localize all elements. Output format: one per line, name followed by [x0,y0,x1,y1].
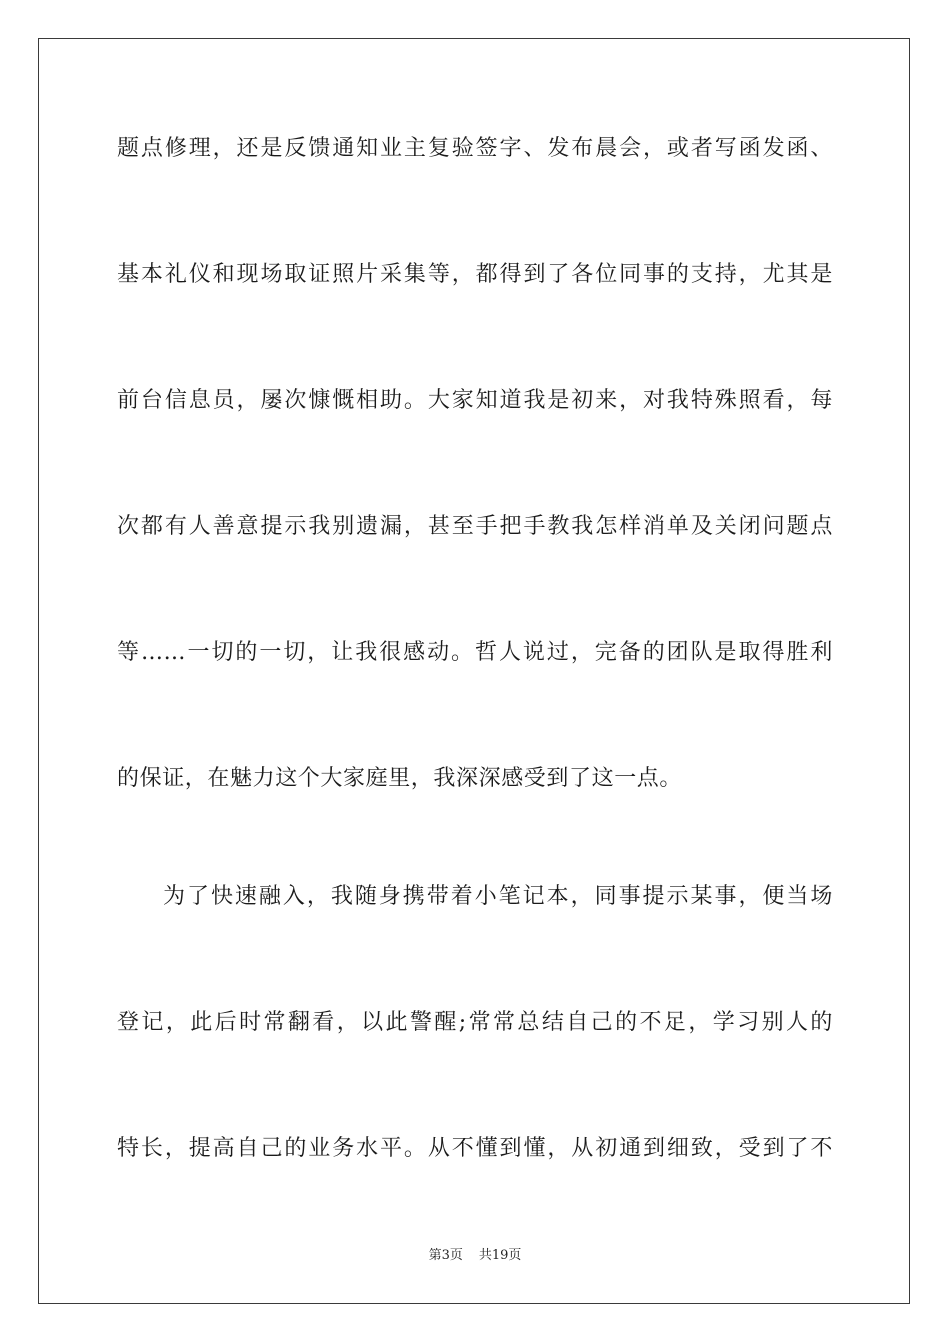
body-line-5: 等……一切的一切，让我很感动。哲人说过，完备的团队是取得胜利 [117,640,833,665]
body-line-3: 前台信息员，屡次慷慨相助。大家知道我是初来，对我特殊照看，每 [117,388,833,413]
body-line-1: 题点修理，还是反馈通知业主复验签字、发布晨会，或者写函发函、 [117,136,833,161]
body-line-2: 基本礼仪和现场取证照片采集等，都得到了各位同事的支持，尤其是 [117,262,833,287]
body-line-6: 的保证，在魅力这个大家庭里，我深深感受到了这一点。 [117,766,683,791]
body-line-4: 次都有人善意提示我别遗漏，甚至手把手教我怎样消单及关闭问题点 [117,514,833,539]
page-total: 共19页 [478,1248,522,1263]
body-line-8: 登记，此后时常翻看，以此警醒;常常总结自己的不足，学习别人的 [117,1010,833,1035]
body-line-9: 特长，提高自己的业务水平。从不懂到懂，从初通到细致，受到了不 [117,1136,833,1161]
page-number: 第3页 [428,1248,463,1263]
page-border [38,38,910,1304]
body-line-7: 为了快速融入，我随身携带着小笔记本，同事提示某事，便当场 [163,884,833,909]
page-footer [0,1247,950,1265]
